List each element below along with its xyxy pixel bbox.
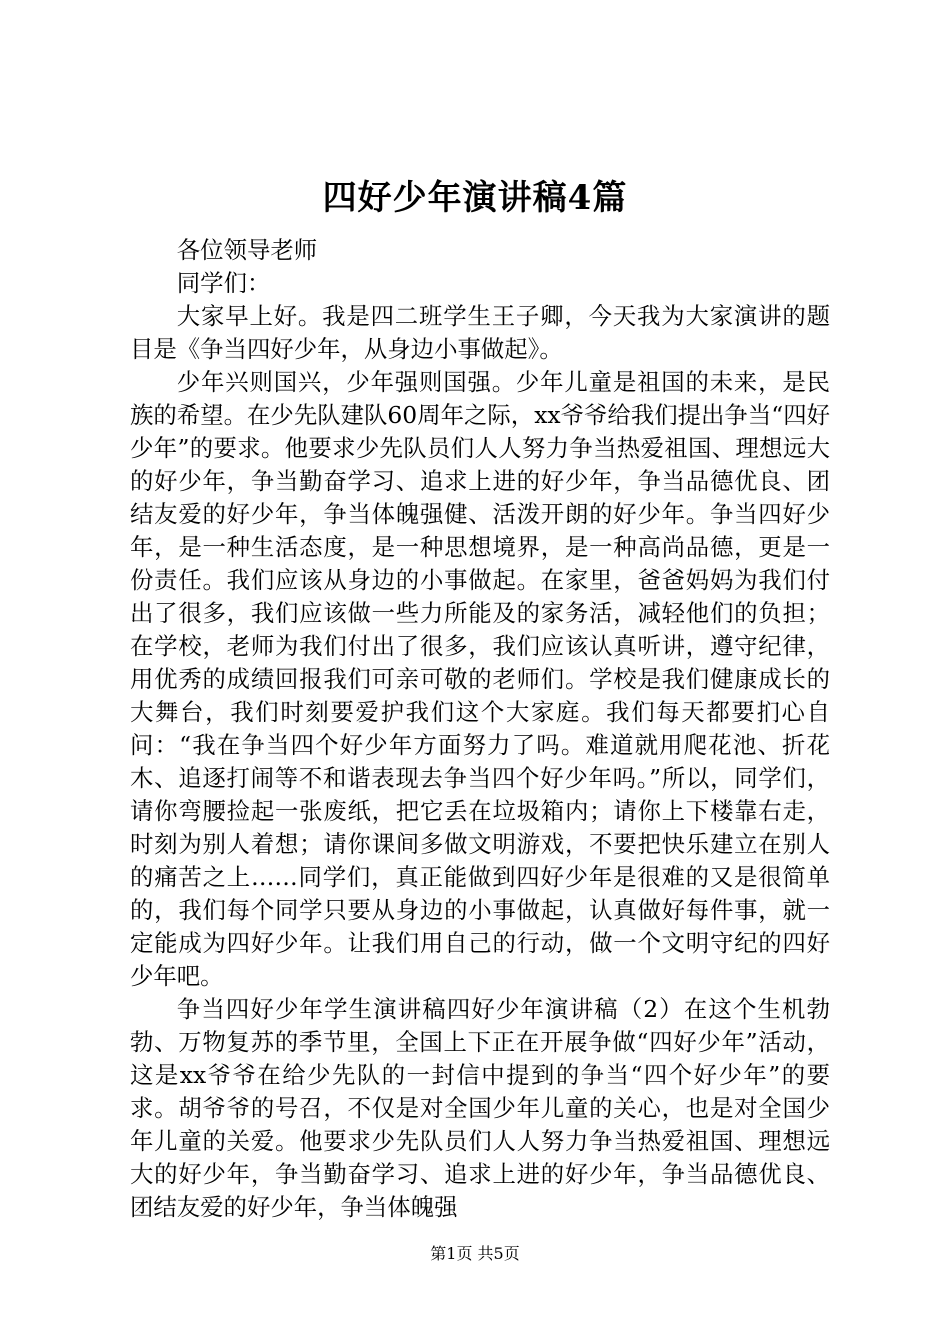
document-body — [130, 234, 830, 1224]
document-title: 四好少年演讲稿4篇 — [322, 178, 628, 218]
body-paragraph: 少年兴则国兴，少年强则国强。少年儿童是祖国的未来，是民族的希望。在少先队建队60周年之际，xx爷爷给我们提出争当“四好少年”的要求。他要求少先队员们人人努力争当热爱祖国、理想远大的好少年，争当勤奋学习、追求上进的好少年，争当品德优良、团结友爱的好少年，争当体魄强健、活泼开朗的好少年。争当四好少年，是一种生活态度，是一种思想境界，是一种高尚品德，更是一份责任。我们应该从身边的小事做起。在家里，爸爸妈妈为我们付出了很多，我们应该做一些力所能及的家务活，减轻他们的负担；在学校，老师为我们付出了很多，我们应该认真听讲，遵守纪律，用优秀的成绩回报我们可亲可敬的老师们。学校是我们健康成长的大舞台，我们时刻要爱护我们这个大家庭。我们每天都要扪心自问：“我在争当四个好少年方面努力了吗。难道就用爬花池、折花木、追逐打闹等不和谐表现去争当四个好少年吗。”所以，同学们，请你弯腰捡起一张废纸，把它丢在垃圾箱内；请你上下楼靠右走，时刻为别人着想；请你课间多做文明游戏，不要把快乐建立在别人的痛苦之上……同学们，真正能做到四好少年是很难的又是很简单的，我们每个同学只要从身边的小事做起，认真做好每件事，就一定能成为四好少年。让我们用自己的行动，做一个文明守纪的四好少年吧。 — [130, 368, 830, 990]
body-paragraph: 争当四好少年学生演讲稿四好少年演讲稿（2）在这个生机勃勃、万物复苏的季节里，全国上下正在开展争做“四好少年”活动，这是xx爷爷在给少先队的一封信中提到的争当“四个好少年”的要求。胡爷爷的号召，不仅是对全国少年儿童的关心，也是对全国少年儿童的关爱。他要求少先队员们人人努力争当热爱祖国、理想远大的好少年，争当勤奋学习、追求上进的好少年，争当品德优良、团结友爱的好少年，争当体魄强 — [130, 995, 830, 1221]
page-footer: 第1页 共5页 — [430, 1244, 520, 1263]
body-paragraph: 大家早上好。我是四二班学生王子卿，今天我为大家演讲的题目是《争当四好少年，从身边小事做起》。 — [130, 302, 830, 363]
salutation-line: 同学们： — [176, 269, 271, 297]
salutation-line: 各位领导老师 — [176, 236, 318, 264]
